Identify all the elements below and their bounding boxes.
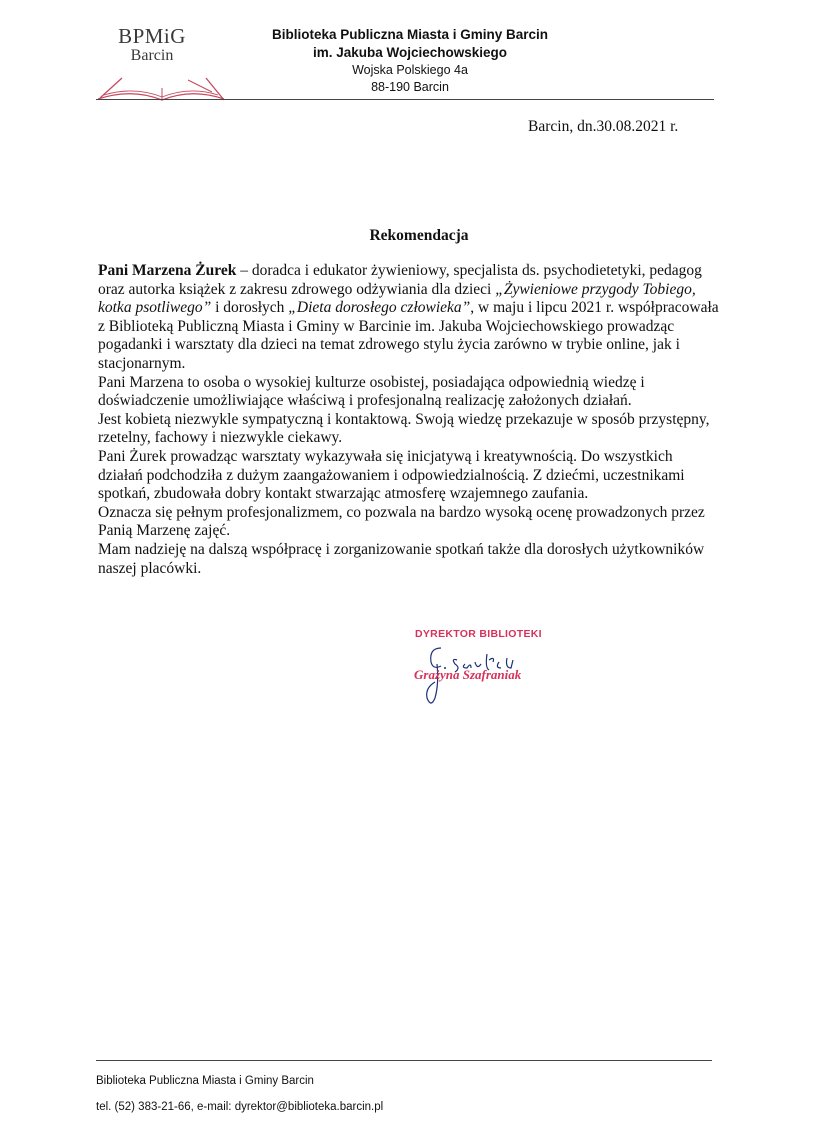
intro-text-3: , w maju i lipcu 2021 r. współpracowała z Biblioteką Publiczną Miasta i Gminy w Barcinie im. Jakuba Wojciechowskiego prowadząc pogadanki i warsztaty dla dzieci na temat zdrowego stylu życia zarówno w trybie online, jak i stacjonarnym.	[98, 299, 719, 372]
library-name: Biblioteka Publiczna Miasta i Gminy Barcin	[271, 27, 549, 42]
book-title-children: „Żywieniowe przygody Tobiego, kotka psotliwego”	[98, 280, 696, 317]
logo-text-barcin: Barcin	[130, 47, 174, 64]
library-postcode: 88-190 Barcin	[371, 80, 449, 94]
stamp-name: Grażyna Szafraniak	[414, 667, 522, 682]
paragraph-personality: Jest kobietą niezwykle sympatyczną i kontaktową. Swoją wiedzę przekazuje w sposób przystępny, rzetelny, fachowy i niezwykle ciekawy.	[98, 410, 710, 447]
letter-date: Barcin, dn.30.08.2021 r.	[528, 118, 679, 135]
library-logo	[96, 22, 226, 82]
paragraph-professionalism: Oznacza się pełnym profesjonalizmem, co pozwala na bardzo wysoką ocenę prowadzonych przez Panią Marzenę zajęć.	[98, 503, 705, 540]
recommended-person: Pani Marzena Żurek	[98, 262, 237, 279]
paragraph-workshops: Pani Żurek prowadząc warsztaty wykazywała się inicjatywą i kreatywnością. Do wszystkich działań podchodziła z dużym zaangażowaniem i odpowiedzialnością. Z dziećmi, uczestnikami spotkań, zbudowała dobry kontakt stwarzając atmosferę wzajemnego zaufania.	[98, 447, 685, 503]
stamp-title: DYREKTOR BIBLIOTEKI	[415, 628, 542, 640]
letter-body	[98, 262, 720, 578]
document-title: Rekomendacja	[369, 227, 469, 244]
intro-text-2: i dorosłych	[211, 299, 289, 317]
paragraph-culture: Pani Marzena to osoba o wysokiej kulturze osobistej, posiadająca odpowiednią wiedzę i doświadczenie umożliwiające właściwą i profesjonalną realizację założonych działań.	[98, 373, 645, 410]
header-divider	[96, 99, 714, 100]
logo-text-bpmig: BPMiG	[118, 24, 186, 48]
book-title-adults: „Dieta dorosłego człowieka”	[288, 299, 471, 317]
paragraph-closing: Mam nadzieję na dalszą współpracę i zorganizowanie spotkań także dla dorosłych użytkowników naszej placówki.	[98, 540, 705, 577]
open-book-icon	[96, 58, 226, 104]
library-street: Wojska Polskiego 4a	[352, 63, 468, 77]
footer-library-name: Biblioteka Publiczna Miasta i Gminy Barcin	[96, 1075, 314, 1087]
library-patron: im. Jakuba Wojciechowskiego	[312, 45, 508, 60]
intro-text-1: – doradca i edukator żywieniowy, specjalista ds. psychodietetyki, pedagog oraz autorka książek z zakresu zdrowego odżywiania dla dzieci	[98, 262, 702, 298]
footer-divider	[96, 1060, 712, 1061]
paragraph-intro	[98, 262, 720, 374]
footer-contact: tel. (52) 383-21-66, e-mail: dyrektor@biblioteka.barcin.pl	[96, 1101, 384, 1113]
